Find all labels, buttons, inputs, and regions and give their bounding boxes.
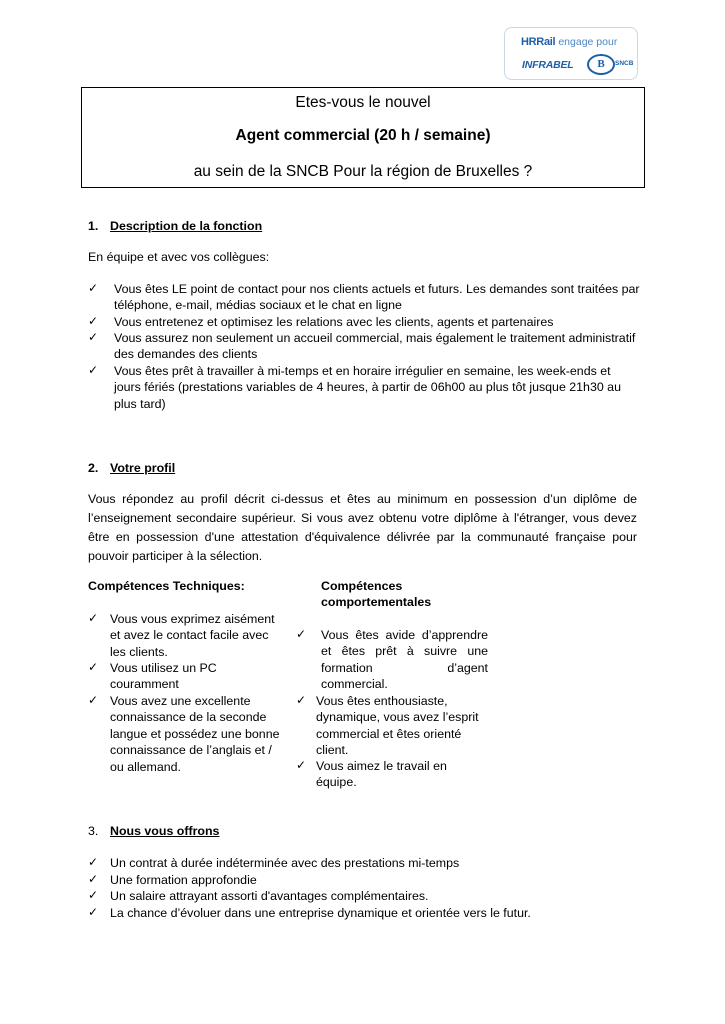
check-icon: ✓ <box>88 693 99 707</box>
check-icon: ✓ <box>88 888 99 902</box>
list-item: Un salaire attrayant assorti d'avantages complémentaires. <box>110 889 429 903</box>
section-1-number: 1. <box>88 219 99 233</box>
check-icon: ✓ <box>296 627 307 641</box>
list-item: La chance d’évoluer dans une entreprise dynamique et orientée vers le futur. <box>110 906 531 920</box>
sncb-b-icon: B <box>587 54 615 75</box>
list-item: Vous êtes prêt à travailler à mi-temps et en horaire irrégulier en semaine, les week-ends et jours fériés (prestations variables de 4 heures, à partir de 06h00 au plus tôt jusque 21h30 au plus tard) <box>114 364 621 411</box>
list-item: Vous utilisez un PC couramment <box>110 661 217 692</box>
check-icon: ✓ <box>88 281 99 295</box>
behav-competences-heading: Compétences comportementales <box>321 579 432 610</box>
logo-engage: engage pour <box>558 36 618 48</box>
title-box <box>81 87 645 188</box>
section-1-heading: Description de la fonction <box>110 219 263 233</box>
section-2-heading: Votre profil <box>110 461 176 475</box>
check-icon: ✓ <box>88 905 99 919</box>
tech-competences-heading: Compétences Techniques: <box>88 579 245 593</box>
profile-paragraph: Vous répondez au profil décrit ci-dessus et êtes au minimum en possession d’un diplôme de l’enseignement secondaire supérieur. Si vous avez obtenu votre diplôme à l'étranger, vous devez être en possession d'une attestation d'équivalence délivrée par la communauté française pour pouvoir participer à la sélection. <box>88 492 637 563</box>
check-icon: ✓ <box>88 314 99 328</box>
list-item: Une formation approfondie <box>110 873 257 887</box>
list-item: Vous entretenez et optimisez les relations avec les clients, agents et partenaires <box>114 315 554 329</box>
logo-tagline <box>521 36 617 49</box>
check-icon: ✓ <box>88 660 99 674</box>
list-item: Vous assurez non seulement un accueil commercial, mais également le traitement administratif des demandes des clients <box>114 331 636 362</box>
page-title: Agent commercial (20 h / semaine) <box>235 127 491 144</box>
check-icon: ✓ <box>296 693 307 707</box>
logo-rail: Rail <box>536 36 556 48</box>
section-2-number: 2. <box>88 461 99 475</box>
check-icon: ✓ <box>88 363 99 377</box>
check-icon: ✓ <box>88 611 99 625</box>
section-3-number: 3. <box>88 824 99 838</box>
hr-rail-logo <box>504 27 638 80</box>
check-icon: ✓ <box>296 758 307 772</box>
list-item: Vous aimez le travail en équipe. <box>316 759 447 790</box>
title-line-3: au sein de la SNCB Pour la région de Bruxelles ? <box>193 163 533 180</box>
title-line-1: Etes-vous le nouvel <box>295 94 431 111</box>
list-item: Un contrat à durée indéterminée avec des prestations mi-temps <box>110 856 460 870</box>
sncb-logo-text: SNCB <box>615 60 634 67</box>
list-item: Vous êtes enthousiaste, dynamique, vous avez l’esprit commercial et êtes orienté client. <box>316 694 479 758</box>
section-3-heading: Nous vous offrons <box>110 824 220 838</box>
check-icon: ✓ <box>88 855 99 869</box>
list-item: Vous avez une excellente connaissance de la seconde langue et possédez une bonne connaissance de l’anglais et / ou allemand. <box>110 694 280 774</box>
check-icon: ✓ <box>88 872 99 886</box>
section-1-intro: En équipe et avec vos collègues: <box>88 250 270 264</box>
logo-hr: HR <box>521 36 537 48</box>
infrabel-logo: INFRABEL <box>522 59 574 71</box>
list-item: Vous êtes LE point de contact pour nos clients actuels et futurs. Les demandes sont traitées par téléphone, e-mail, médias sociaux et le chat en ligne <box>114 282 640 313</box>
list-item: Vous êtes avide d’apprendre et êtes prêt à suivre une formation d’agent commercial. <box>321 628 488 692</box>
list-item: Vous vous exprimez aisément et avez le contact facile avec les clients. <box>110 612 275 659</box>
check-icon: ✓ <box>88 330 99 344</box>
